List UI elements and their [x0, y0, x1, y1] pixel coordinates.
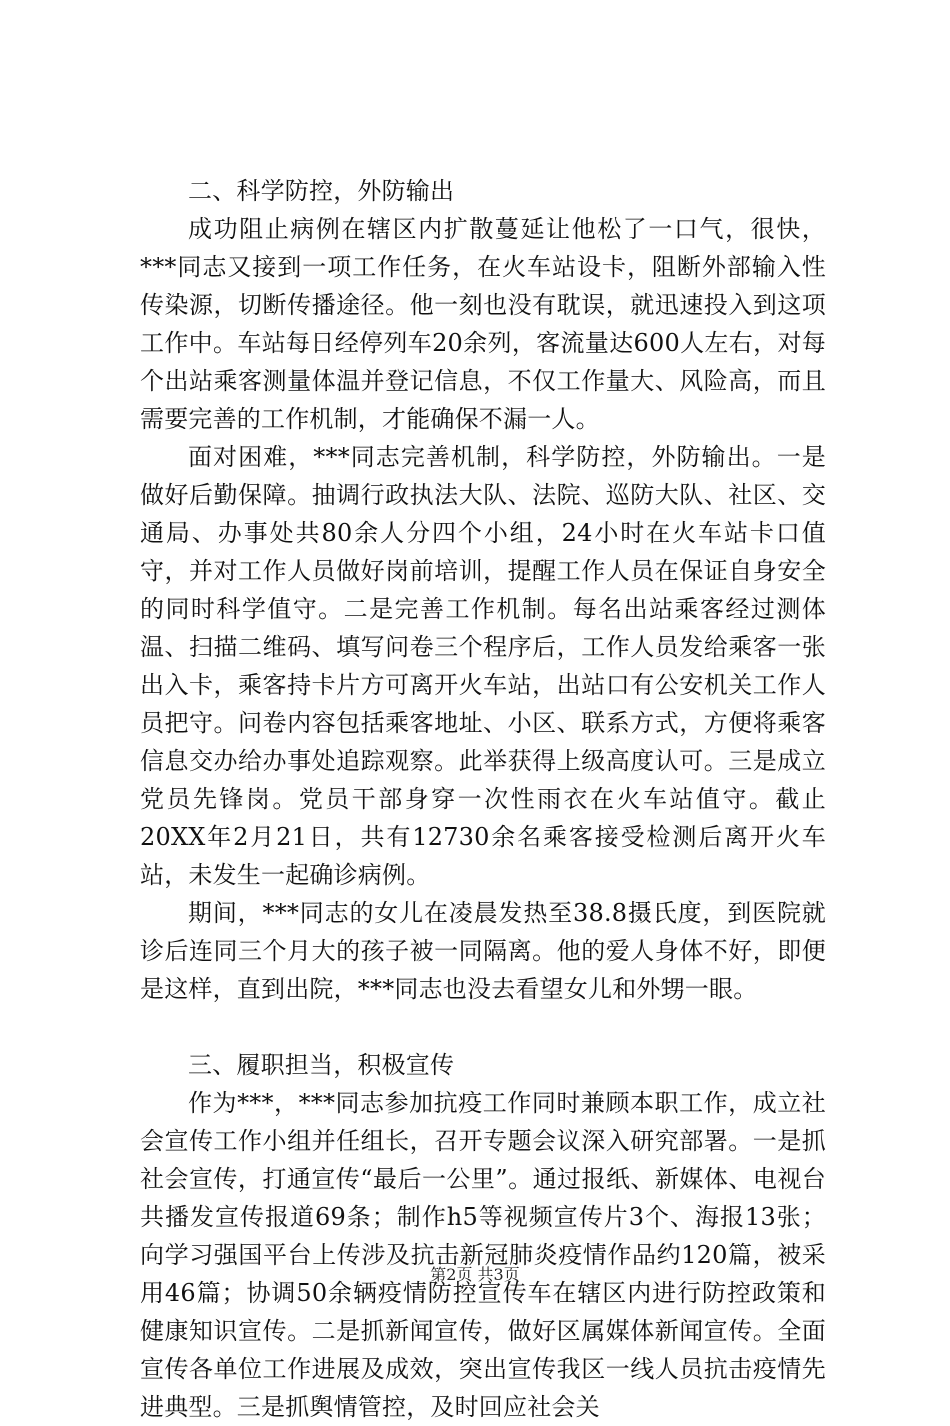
section-heading: 二、科学防控，外防输出: [188, 177, 455, 205]
section-heading: 三、履职担当，积极宣传: [188, 1051, 455, 1079]
paragraph: 成功阻止病例在辖区内扩散蔓延让他松了一口气，很快，***同志又接到一项工作任务，在火车站设卡，阻断外部输入性传染源，切断传播途径。他一刻也没有耽误，就迅速投入到这项工作中。车站每日经停列车20余列，客流量达600人左右，对每个出站乘客测量体温并登记信息，不仅工作量大、风险高，而且需要完善的工作机制，才能确保不漏一人。: [140, 215, 826, 433]
section-spacer: [140, 1008, 826, 1046]
paragraph: 面对困难，***同志完善机制，科学防控，外防输出。一是做好后勤保障。抽调行政执法大队、法院、巡防大队、社区、交通局、办事处共80余人分四个小组，24小时在火车站卡口值守，并对工作人员做好岗前培训，提醒工作人员在保证自身安全的同时科学值守。二是完善工作机制。每名出站乘客经过测体温、扫描二维码、填写问卷三个程序后，工作人员发给乘客一张出入卡，乘客持卡片方可离开火车站，出站口有公安机关工作人员把守。问卷内容包括乘客地址、小区、联系方式，方便将乘客信息交办给办事处追踪观察。此举获得上级高度认可。三是成立党员先锋岗。党员干部身穿一次性雨衣在火车站值守。截止20XX年2月21日，共有12730余名乘客接受检测后离开火车站，未发生一起确诊病例。: [140, 443, 826, 889]
paragraph: 期间，***同志的女儿在凌晨发热至38.8摄氏度，到医院就诊后连同三个月大的孩子被一同隔离。他的爱人身体不好，即便是这样，直到出院，***同志也没去看望女儿和外甥一眼。: [140, 899, 826, 1003]
page-footer: 第2页 共3页: [430, 1265, 520, 1284]
document-body: [140, 172, 826, 1426]
paragraph: 作为***，***同志参加抗疫工作同时兼顾本职工作，成立社会宣传工作小组并任组长，召开专题会议深入研究部署。一是抓社会宣传，打通宣传“最后一公里”。通过报纸、新媒体、电视台共播发宣传报道69条；制作h5等视频宣传片3个、海报13张；向学习强国平台上传涉及抗击新冠肺炎疫情作品约120篇，被采用46篇；协调50余辆疫情防控宣传车在辖区内进行防控政策和健康知识宣传。二是抓新闻宣传，做好区属媒体新闻宣传。全面宣传各单位工作进展及成效，突出宣传我区一线人员抗击疫情先进典型。三是抓舆情管控，及时回应社会关: [140, 1089, 826, 1421]
